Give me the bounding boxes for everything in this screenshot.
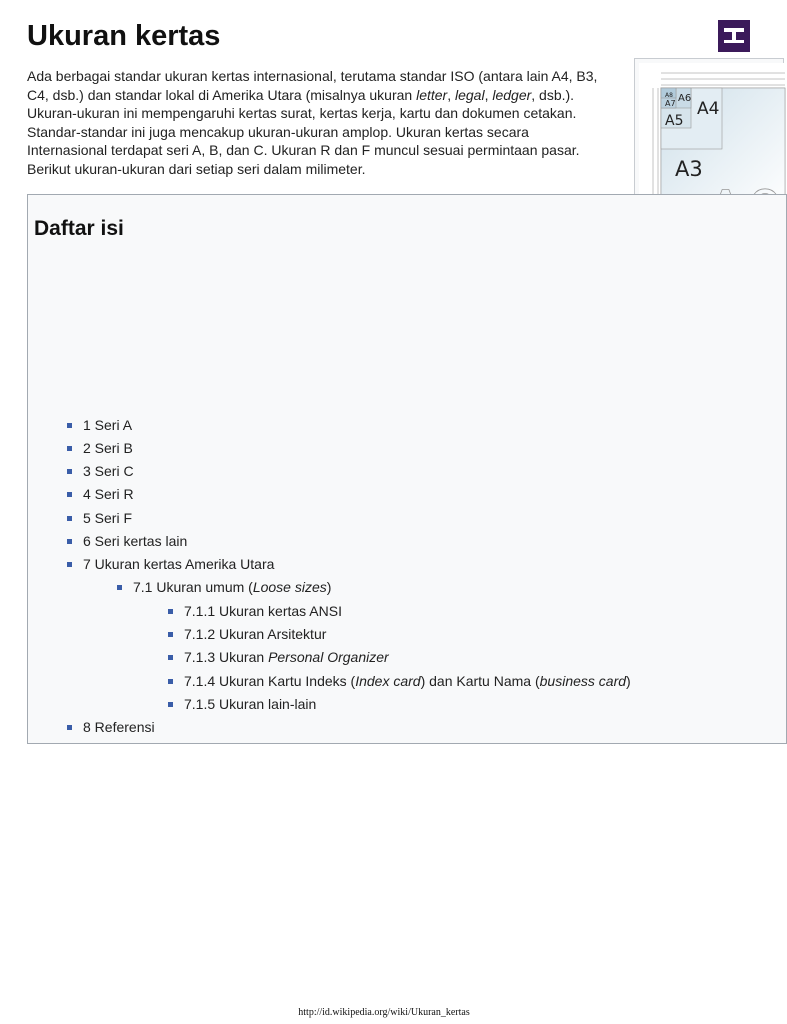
square-bullet-icon (168, 702, 173, 707)
a4-label: A4 (697, 99, 720, 119)
text-run: 7 Ukuran kertas Amerika Utara (83, 556, 275, 572)
toc-link[interactable] (184, 696, 316, 712)
text-run: 7.1.3 Ukuran (184, 649, 269, 665)
toc-item[interactable] (168, 671, 631, 691)
table-of-contents (27, 194, 787, 744)
text-run: , (484, 86, 493, 103)
toc-item[interactable] (117, 577, 331, 597)
text-run: 4 Seri R (83, 486, 134, 502)
text-run: 8 Referensi (83, 719, 155, 735)
intro-paragraph (27, 67, 607, 179)
square-bullet-icon (67, 492, 72, 497)
page-title: Ukuran kertas (27, 20, 221, 52)
square-bullet-icon (67, 446, 72, 451)
toc-link[interactable] (83, 417, 132, 433)
text-run: 7.1 Ukuran umum ( (133, 579, 253, 595)
footer-url: http://id.wikipedia.org/wiki/Ukuran_kertas (298, 1007, 470, 1018)
toc-item[interactable] (67, 531, 187, 551)
toc-item[interactable] (67, 717, 155, 737)
a3-label: A3 (675, 157, 703, 181)
square-bullet-icon (67, 423, 72, 428)
square-bullet-icon (168, 655, 173, 660)
toc-item[interactable] (67, 508, 132, 528)
toc-link[interactable] (83, 486, 134, 502)
text-run: 1 Seri A (83, 417, 133, 433)
a6-label: A6 (678, 93, 692, 104)
a8-label: A8 (665, 92, 673, 99)
square-bullet-icon (168, 632, 173, 637)
text-run: 7.1.2 Ukuran Arsitektur (184, 626, 327, 642)
square-bullet-icon (168, 679, 173, 684)
text-run: 7.1.5 Ukuran lain-lain (184, 696, 317, 712)
toc-item[interactable] (168, 601, 342, 621)
toc-item[interactable] (67, 484, 134, 504)
toc-link[interactable] (83, 440, 133, 456)
a7-label: A7 (665, 99, 676, 108)
square-bullet-icon (67, 725, 72, 730)
italic-text: Personal Organizer (268, 649, 389, 665)
toc-link[interactable] (184, 649, 389, 665)
text-run: ) (326, 579, 332, 595)
italic-text: legal (454, 86, 485, 103)
italic-text: ledger (492, 86, 532, 103)
square-bullet-icon (168, 609, 173, 614)
toc-link[interactable] (184, 626, 326, 642)
italic-text: business card (539, 673, 627, 689)
toc-link[interactable] (83, 533, 187, 549)
toc-item[interactable] (168, 694, 316, 714)
toc-link[interactable] (83, 556, 274, 572)
text-run: ) (626, 673, 631, 689)
text-run: 3 Seri C (83, 463, 134, 479)
toc-item[interactable] (67, 415, 132, 435)
toc-item[interactable] (67, 438, 133, 458)
square-bullet-icon (117, 585, 122, 590)
square-bullet-icon (67, 539, 72, 544)
italic-text: letter (416, 86, 448, 103)
toc-link[interactable] (184, 673, 631, 689)
site-logo-icon[interactable] (718, 20, 750, 52)
text-run: 7.1.4 Ukuran Kartu Indeks ( (184, 673, 356, 689)
toc-link[interactable] (184, 603, 342, 619)
text-run: 6 Seri kertas lain (83, 533, 188, 549)
text-run: 2 Seri B (83, 440, 133, 456)
square-bullet-icon (67, 516, 72, 521)
text-run: Ada berbagai standar ukuran kertas internasional, terutama standar ISO (antara lain A4, B3, C4, dsb.) dan standar lokal di Amerika Utara (misalnya ukuran (27, 68, 598, 103)
toc-link[interactable] (133, 579, 331, 595)
toc-link[interactable] (83, 463, 134, 479)
toc-item[interactable] (168, 647, 389, 667)
toc-link[interactable] (83, 510, 132, 526)
text-run: 7.1.1 Ukuran kertas ANSI (184, 603, 342, 619)
text-run: 5 Seri F (83, 510, 133, 526)
toc-link[interactable] (83, 719, 155, 735)
toc-item[interactable] (67, 461, 134, 481)
square-bullet-icon (67, 469, 72, 474)
toc-item[interactable] (67, 554, 274, 574)
text-run: ) dan Kartu Nama ( (420, 673, 540, 689)
toc-item[interactable] (168, 624, 326, 644)
italic-text: Index card (355, 673, 421, 689)
toc-title: Daftar isi (34, 217, 124, 240)
text-run: , dsb.). Ukuran-ukuran ini mempengaruhi kertas surat, kertas kerja, kartu dan dokumen cetakan. Standar-standar ini juga mencakup ukuran-ukuran amplop. Ukuran kertas secara Internasional terdapat seri A, B, dan C. Ukuran R dan F muncul sesuai permintaan pasar. Berikut ukuran-ukuran dari setiap seri dalam milimeter. (27, 86, 580, 177)
a5-label: A5 (665, 113, 684, 129)
text-run: , (447, 86, 455, 103)
square-bullet-icon (67, 562, 72, 567)
italic-text: Loose sizes (252, 579, 327, 595)
